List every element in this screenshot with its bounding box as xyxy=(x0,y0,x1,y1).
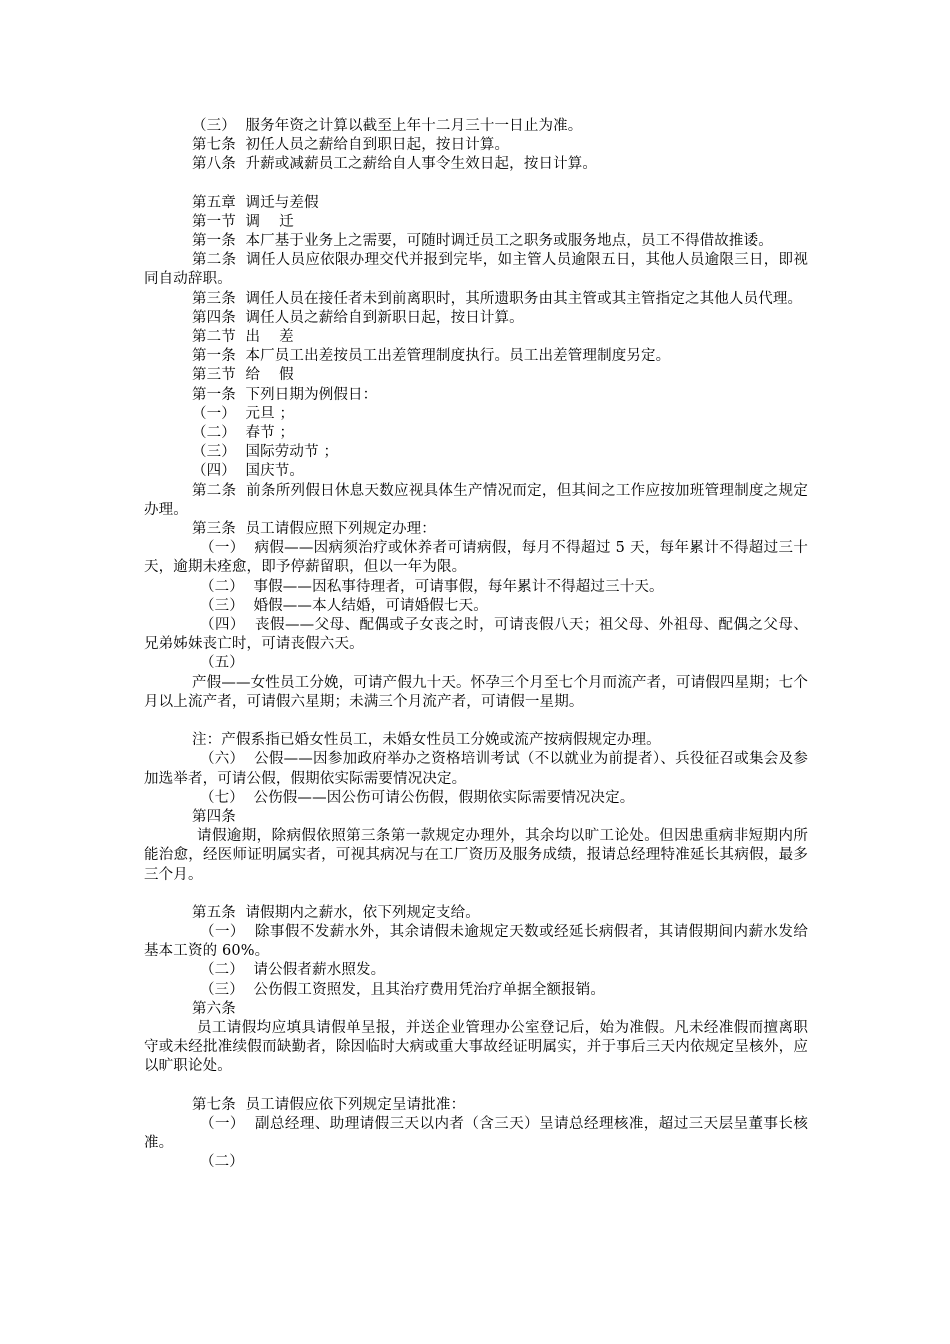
paragraph: （一） 副总经理、助理请假三天以内者（含三天）呈请总经理核准，超过三天层呈董事长核准。 xyxy=(144,1115,808,1151)
paragraph: （一） 元旦 ； xyxy=(192,405,295,422)
paragraph: 第一条 下列日期为例假日： xyxy=(192,386,378,403)
paragraph: （三） 公伤假工资照发，且其治疗费用凭治疗单据全额报销。 xyxy=(200,981,606,998)
paragraph: 产假——女性员工分娩，可请产假九十天。怀孕三个月至七个月而流产者，可请假四星期；七个月以上流产者，可请假六星期；未满三个月流产者，可请假一星期。 xyxy=(144,674,808,710)
paragraph: 第三条 员工请假应照下列规定办理： xyxy=(192,521,436,538)
paragraph: （一） 除事假不发薪水外，其余请假未逾规定天数或经延长病假者，其请假期间内薪水发给基本工资的 60%。 xyxy=(144,923,808,960)
paragraph: 第三条 调任人员在接任者未到前离职时，其所遗职务由其主管或其主管指定之其他人员代理。 xyxy=(192,290,803,307)
paragraph: 员工请假均应填具请假单呈报，并送企业管理办公室登记后，始为准假。凡未经准假而擅离职守或未经批准续假而缺勤者，除因临时大病或重大事故经证明属实，并于事后三天内依规定呈核外，应以旷职论处。 xyxy=(144,1019,808,1075)
paragraph: 第一条 本厂员工出差按员工出差管理制度执行。员工出差管理制度另定。 xyxy=(192,348,671,365)
paragraph: （六） 公假——因参加政府举办之资格培训考试（不以就业为前提者）、兵役征召或集会及参加选举者，可请公假，假期依实际需要情况决定。 xyxy=(144,751,808,787)
document-body xyxy=(144,117,808,1172)
paragraph: （二） xyxy=(200,1154,244,1171)
paragraph: （七） 公伤假——因公伤可请公伤假，假期依实际需要情况决定。 xyxy=(200,789,635,806)
paragraph: 第四条 xyxy=(192,808,236,825)
paragraph: （二） 事假——因私事待理者，可请事假，每年累计不得超过三十天。 xyxy=(200,578,664,595)
paragraph: 第二节 出 差 xyxy=(192,329,294,346)
paragraph: 第五章 调迁与差假 xyxy=(192,194,319,211)
paragraph: （二） 请公假者薪水照发。 xyxy=(200,962,386,979)
paragraph: （二） 春节 ； xyxy=(192,425,295,442)
paragraph: 第三节 给 假 xyxy=(192,367,294,384)
paragraph: 第六条 xyxy=(192,1000,236,1017)
paragraph: （五） xyxy=(200,655,244,672)
blank-line xyxy=(144,1077,808,1096)
paragraph: 第二条 前条所列假日休息天数应视具体生产情况而定，但其间之工作应按加班管理制度之规定办理。 xyxy=(144,482,808,518)
paragraph: （三） 服务年资之计算以截至上年十二月三十一日止为准。 xyxy=(192,118,583,134)
paragraph: （四） 国庆节。 xyxy=(192,463,305,480)
paragraph: （三） 国际劳动节 ； xyxy=(192,444,339,461)
blank-line xyxy=(144,175,808,194)
paragraph: 第一条 本厂基于业务上之需要，可随时调迁员工之职务或服务地点，员工不得借故推诿。 xyxy=(192,233,773,250)
paragraph: （一） 病假——因病须治疗或休养者可请病假，每月不得超过 5 天，每年累计不得超过三十天，逾期未痊愈，即予停薪留职，但以一年为限。 xyxy=(144,540,808,576)
paragraph: （四） 丧假——父母、配偶或子女丧之时，可请丧假八天；祖父母、外祖母、配偶之父母、兄弟姊妹丧亡时，可请丧假六天。 xyxy=(144,617,808,653)
paragraph: 第五条 请假期内之薪水，依下列规定支给。 xyxy=(192,904,480,921)
paragraph: 第八条 升薪或减薪员工之薪给自人事令生效日起，按日计算。 xyxy=(192,156,598,173)
paragraph: 第七条 初任人员之薪给自到职日起，按日计算。 xyxy=(192,137,510,154)
paragraph: 第二条 调任人员应依限办理交代并报到完毕，如主管人员逾限五日，其他人员逾限三日，即视同自动辞职。 xyxy=(144,252,808,288)
paragraph: 第四条 调任人员之薪给自到新职日起，按日计算。 xyxy=(192,309,524,326)
blank-line xyxy=(144,712,808,731)
paragraph: 第一节 调 迁 xyxy=(192,213,294,230)
paragraph: （三） 婚假——本人结婚，可请婚假七天。 xyxy=(200,597,488,614)
blank-line xyxy=(144,885,808,904)
paragraph: 请假逾期，除病假依照第三条第一款规定办理外，其余均以旷工论处。但因患重病非短期内所能治愈，经医师证明属实者，可视其病况与在工厂资历及服务成绩，报请总经理特准延长其病假，最多三个月。 xyxy=(144,828,808,883)
paragraph: 第七条 员工请假应依下列规定呈请批准： xyxy=(192,1096,466,1113)
paragraph: 注：产假系指已婚女性员工，未婚女性员工分娩或流产按病假规定办理。 xyxy=(192,732,661,749)
